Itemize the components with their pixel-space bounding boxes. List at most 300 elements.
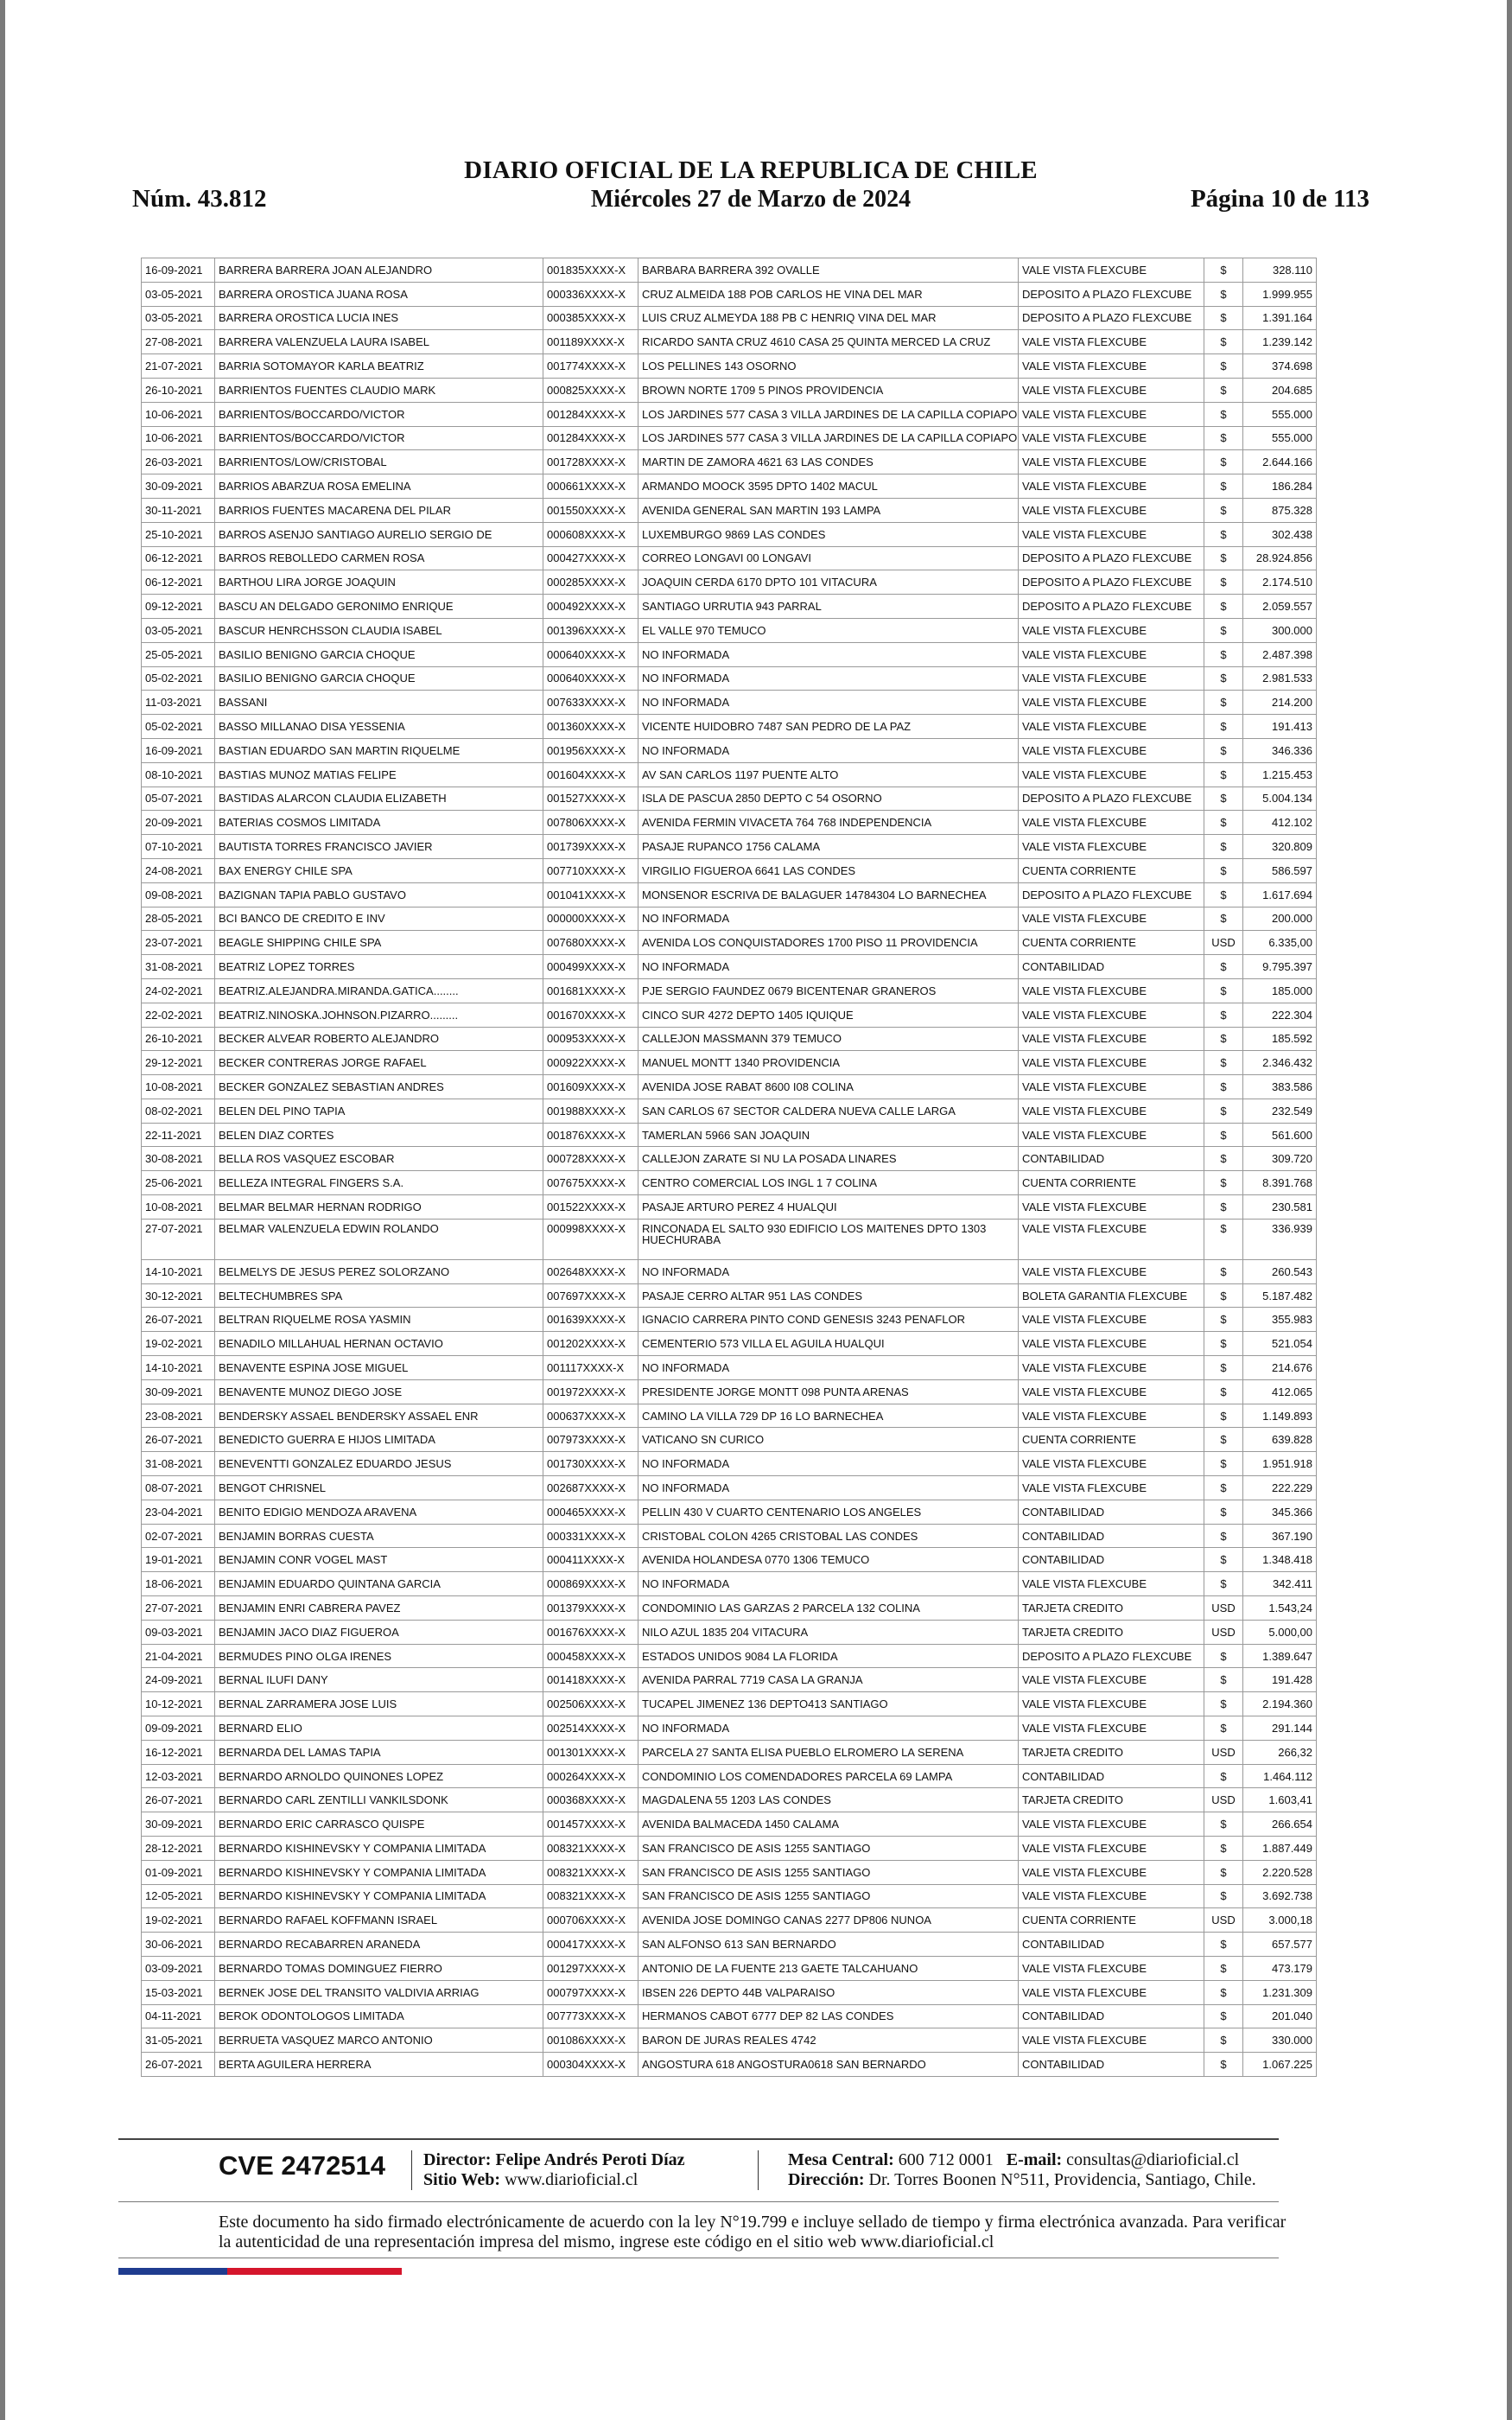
flag-stripe-blue: [118, 2268, 227, 2275]
cell-product: DEPOSITO A PLAZO FLEXCUBE: [1019, 546, 1204, 570]
cell-address: SANTIAGO URRUTIA 943 PARRAL: [638, 595, 1019, 619]
cell-name: BARROS ASENJO SANTIAGO AURELIO SERGIO DE: [215, 522, 543, 546]
table-row: [142, 1308, 1317, 1332]
table-row: [142, 1003, 1317, 1027]
cell-id: 000608XXXX-X: [543, 522, 638, 546]
cell-amount: 555.000: [1243, 426, 1317, 450]
cell-address: RICARDO SANTA CRUZ 4610 CASA 25 QUINTA MERCED LA CRUZ: [638, 330, 1019, 354]
cell-product: VALE VISTA FLEXCUBE: [1019, 1956, 1204, 1980]
cell-id: 000797XXXX-X: [543, 1980, 638, 2004]
cell-product: DEPOSITO A PLAZO FLEXCUBE: [1019, 595, 1204, 619]
cell-name: BENGOT CHRISNEL: [215, 1476, 543, 1500]
cell-id: 001739XXXX-X: [543, 835, 638, 859]
cell-currency: $: [1204, 1027, 1243, 1051]
cell-amount: 8.391.768: [1243, 1171, 1317, 1195]
cell-address: PASAJE CERRO ALTAR 951 LAS CONDES: [638, 1283, 1019, 1308]
cell-date: 08-10-2021: [142, 762, 215, 786]
cell-address: PASAJE ARTURO PEREZ 4 HUALQUI: [638, 1195, 1019, 1220]
cell-amount: 204.685: [1243, 378, 1317, 402]
cell-product: VALE VISTA FLEXCUBE: [1019, 1980, 1204, 2004]
table-row: [142, 642, 1317, 666]
cell-name: BENEDICTO GUERRA E HIJOS LIMITADA: [215, 1428, 543, 1452]
cell-currency: $: [1204, 1860, 1243, 1884]
cell-amount: 185.592: [1243, 1027, 1317, 1051]
cell-address: ANTONIO DE LA FUENTE 213 GAETE TALCAHUANO: [638, 1956, 1019, 1980]
cell-date: 28-12-2021: [142, 1837, 215, 1861]
cell-product: DEPOSITO A PLAZO FLEXCUBE: [1019, 282, 1204, 306]
cell-name: BERNARD ELIO: [215, 1716, 543, 1741]
cell-product: CUENTA CORRIENTE: [1019, 1171, 1204, 1195]
cell-name: BERNARDO ERIC CARRASCO QUISPE: [215, 1812, 543, 1837]
cell-currency: $: [1204, 1476, 1243, 1500]
cell-name: BEROK ODONTOLOGOS LIMITADA: [215, 2004, 543, 2028]
cell-address: ANGOSTURA 618 ANGOSTURA0618 SAN BERNARDO: [638, 2053, 1019, 2077]
cell-id: 008321XXXX-X: [543, 1884, 638, 1908]
table-row: [142, 1452, 1317, 1476]
cell-currency: $: [1204, 1572, 1243, 1596]
cell-id: 001360XXXX-X: [543, 715, 638, 739]
cell-name: BELLEZA INTEGRAL FINGERS S.A.: [215, 1171, 543, 1195]
table-row: [142, 1259, 1317, 1283]
cell-name: BERNARDO ARNOLDO QUINONES LOPEZ: [215, 1764, 543, 1788]
cell-product: CONTABILIDAD: [1019, 1764, 1204, 1788]
cell-amount: 657.577: [1243, 1933, 1317, 1957]
cell-product: VALE VISTA FLEXCUBE: [1019, 1884, 1204, 1908]
cell-currency: $: [1204, 1051, 1243, 1075]
cell-date: 30-09-2021: [142, 474, 215, 499]
cell-name: BELEN DIAZ CORTES: [215, 1123, 543, 1147]
table-row: [142, 978, 1317, 1003]
cell-currency: $: [1204, 1332, 1243, 1356]
table-row: [142, 2053, 1317, 2077]
cell-address: MONSENOR ESCRIVA DE BALAGUER 14784304 LO BARNECHEA: [638, 882, 1019, 907]
cell-name: BERNARDO CARL ZENTILLI VANKILSDONK: [215, 1788, 543, 1812]
cell-name: BENJAMIN BORRAS CUESTA: [215, 1524, 543, 1548]
table-row: [142, 595, 1317, 619]
cell-address: CORREO LONGAVI 00 LONGAVI: [638, 546, 1019, 570]
cell-amount: 186.284: [1243, 474, 1317, 499]
cell-product: VALE VISTA FLEXCUBE: [1019, 1219, 1204, 1259]
cell-product: VALE VISTA FLEXCUBE: [1019, 498, 1204, 522]
cell-name: BERRUETA VASQUEZ MARCO ANTONIO: [215, 2028, 543, 2053]
cell-currency: $: [1204, 835, 1243, 859]
cell-id: 000304XXXX-X: [543, 2053, 638, 2077]
cell-id: 000706XXXX-X: [543, 1908, 638, 1933]
email-label: E-mail:: [1006, 2150, 1063, 2169]
cell-date: 23-08-2021: [142, 1404, 215, 1428]
table-row: [142, 1740, 1317, 1764]
cell-product: CONTABILIDAD: [1019, 2004, 1204, 2028]
cell-currency: $: [1204, 811, 1243, 835]
cell-amount: 266.654: [1243, 1812, 1317, 1837]
cell-date: 23-04-2021: [142, 1500, 215, 1524]
cell-id: 000640XXXX-X: [543, 642, 638, 666]
address-text: Dr. Torres Boonen N°511, Providencia, Santiago, Chile.: [868, 2170, 1256, 2189]
cell-date: 24-08-2021: [142, 858, 215, 882]
cell-product: VALE VISTA FLEXCUBE: [1019, 378, 1204, 402]
cell-date: 16-09-2021: [142, 738, 215, 762]
cell-amount: 374.698: [1243, 354, 1317, 379]
cell-id: 000385XXXX-X: [543, 306, 638, 330]
cell-address: IGNACIO CARRERA PINTO COND GENESIS 3243 PENAFLOR: [638, 1308, 1019, 1332]
cell-address: NO INFORMADA: [638, 666, 1019, 691]
cell-currency: $: [1204, 570, 1243, 595]
cell-id: 002687XXXX-X: [543, 1476, 638, 1500]
cell-amount: 1.617.694: [1243, 882, 1317, 907]
cell-name: BEATRIZ LOPEZ TORRES: [215, 955, 543, 979]
cell-amount: 1.231.309: [1243, 1980, 1317, 2004]
cell-amount: 222.229: [1243, 1476, 1317, 1500]
cell-address: PRESIDENTE JORGE MONTT 098 PUNTA ARENAS: [638, 1379, 1019, 1404]
cell-date: 05-07-2021: [142, 786, 215, 811]
cell-currency: $: [1204, 498, 1243, 522]
cell-amount: 875.328: [1243, 498, 1317, 522]
table-row: [142, 835, 1317, 859]
cell-name: BERNARDO TOMAS DOMINGUEZ FIERRO: [215, 1956, 543, 1980]
cell-product: VALE VISTA FLEXCUBE: [1019, 522, 1204, 546]
cell-date: 09-09-2021: [142, 1716, 215, 1741]
cell-address: BARBARA BARRERA 392 OVALLE: [638, 258, 1019, 283]
cell-product: VALE VISTA FLEXCUBE: [1019, 330, 1204, 354]
cell-name: BELTECHUMBRES SPA: [215, 1283, 543, 1308]
cell-amount: 291.144: [1243, 1716, 1317, 1741]
cell-amount: 320.809: [1243, 835, 1317, 859]
cell-date: 01-09-2021: [142, 1860, 215, 1884]
cell-name: BELLA ROS VASQUEZ ESCOBAR: [215, 1147, 543, 1171]
cell-product: VALE VISTA FLEXCUBE: [1019, 642, 1204, 666]
table-row: [142, 738, 1317, 762]
cell-product: BOLETA GARANTIA FLEXCUBE: [1019, 1283, 1204, 1308]
cell-date: 29-12-2021: [142, 1051, 215, 1075]
cell-date: 30-06-2021: [142, 1933, 215, 1957]
cell-name: BELMELYS DE JESUS PEREZ SOLORZANO: [215, 1259, 543, 1283]
cell-name: BASTIAS MUNOZ MATIAS FELIPE: [215, 762, 543, 786]
table-row: [142, 546, 1317, 570]
cell-id: 000998XXXX-X: [543, 1219, 638, 1259]
cell-product: VALE VISTA FLEXCUBE: [1019, 1123, 1204, 1147]
cell-address: LOS PELLINES 143 OSORNO: [638, 354, 1019, 379]
cell-name: BAUTISTA TORRES FRANCISCO JAVIER: [215, 835, 543, 859]
cell-address: ISLA DE PASCUA 2850 DEPTO C 54 OSORNO: [638, 786, 1019, 811]
cell-name: BASSANI: [215, 691, 543, 715]
footer-director-block: [423, 2150, 685, 2190]
cell-name: BASCU AN DELGADO GERONIMO ENRIQUE: [215, 595, 543, 619]
cell-date: 03-05-2021: [142, 282, 215, 306]
cell-id: 002648XXXX-X: [543, 1259, 638, 1283]
cell-currency: $: [1204, 1644, 1243, 1668]
cell-product: VALE VISTA FLEXCUBE: [1019, 1716, 1204, 1741]
cell-product: VALE VISTA FLEXCUBE: [1019, 402, 1204, 426]
table-row: [142, 1596, 1317, 1621]
cell-product: VALE VISTA FLEXCUBE: [1019, 738, 1204, 762]
cell-address: SAN FRANCISCO DE ASIS 1255 SANTIAGO: [638, 1837, 1019, 1861]
cell-name: BASILIO BENIGNO GARCIA CHOQUE: [215, 666, 543, 691]
cell-date: 06-12-2021: [142, 546, 215, 570]
cell-date: 24-09-2021: [142, 1668, 215, 1692]
cell-amount: 355.983: [1243, 1308, 1317, 1332]
cell-date: 14-10-2021: [142, 1356, 215, 1380]
cell-amount: 342.411: [1243, 1572, 1317, 1596]
cell-amount: 2.194.360: [1243, 1692, 1317, 1716]
cell-address: AVENIDA JOSE DOMINGO CANAS 2277 DP806 NUNOA: [638, 1908, 1019, 1933]
cell-currency: $: [1204, 1764, 1243, 1788]
cell-currency: $: [1204, 2004, 1243, 2028]
cell-currency: $: [1204, 1147, 1243, 1171]
cell-name: BARRIENTOS FUENTES CLAUDIO MARK: [215, 378, 543, 402]
cell-name: BERTA AGUILERA HERRERA: [215, 2053, 543, 2077]
cell-currency: $: [1204, 666, 1243, 691]
table-row: [142, 1356, 1317, 1380]
cell-id: 000499XXXX-X: [543, 955, 638, 979]
cell-name: BEAGLE SHIPPING CHILE SPA: [215, 931, 543, 955]
cell-currency: $: [1204, 1524, 1243, 1548]
cell-id: 000331XXXX-X: [543, 1524, 638, 1548]
cell-product: DEPOSITO A PLAZO FLEXCUBE: [1019, 570, 1204, 595]
cell-product: VALE VISTA FLEXCUBE: [1019, 1099, 1204, 1123]
table-row: [142, 450, 1317, 474]
cell-product: VALE VISTA FLEXCUBE: [1019, 1692, 1204, 1716]
cell-address: ARMANDO MOOCK 3595 DPTO 1402 MACUL: [638, 474, 1019, 499]
cell-product: DEPOSITO A PLAZO FLEXCUBE: [1019, 786, 1204, 811]
cell-address: SAN FRANCISCO DE ASIS 1255 SANTIAGO: [638, 1884, 1019, 1908]
table-row: [142, 1195, 1317, 1220]
cell-amount: 222.304: [1243, 1003, 1317, 1027]
cell-amount: 2.981.533: [1243, 666, 1317, 691]
cell-address: MARTIN DE ZAMORA 4621 63 LAS CONDES: [638, 450, 1019, 474]
cell-address: CALLEJON ZARATE SI NU LA POSADA LINARES: [638, 1147, 1019, 1171]
cell-id: 000953XXXX-X: [543, 1027, 638, 1051]
cell-currency: $: [1204, 1548, 1243, 1572]
cell-date: 02-07-2021: [142, 1524, 215, 1548]
cell-amount: 1.348.418: [1243, 1548, 1317, 1572]
cell-amount: 2.487.398: [1243, 642, 1317, 666]
cell-date: 03-05-2021: [142, 618, 215, 642]
footer-separator: [411, 2150, 412, 2190]
cell-name: BENJAMIN ENRI CABRERA PAVEZ: [215, 1596, 543, 1621]
cell-amount: 473.179: [1243, 1956, 1317, 1980]
table-row: [142, 1572, 1317, 1596]
cell-currency: $: [1204, 1837, 1243, 1861]
table-row: [142, 715, 1317, 739]
cell-currency: $: [1204, 522, 1243, 546]
cell-address: NO INFORMADA: [638, 738, 1019, 762]
cell-product: CONTABILIDAD: [1019, 1548, 1204, 1572]
table-row: [142, 1620, 1317, 1644]
cell-currency: $: [1204, 426, 1243, 450]
cell-address: HERMANOS CABOT 6777 DEP 82 LAS CONDES: [638, 2004, 1019, 2028]
cell-id: 000285XXXX-X: [543, 570, 638, 595]
cell-address: LOS JARDINES 577 CASA 3 VILLA JARDINES DE LA CAPILLA COPIAPO: [638, 426, 1019, 450]
cell-date: 23-07-2021: [142, 931, 215, 955]
cell-id: 001604XXXX-X: [543, 762, 638, 786]
cell-address: AVENIDA BALMACEDA 1450 CALAMA: [638, 1812, 1019, 1837]
cell-id: 001284XXXX-X: [543, 426, 638, 450]
cell-currency: $: [1204, 691, 1243, 715]
cell-name: BARRERA OROSTICA JUANA ROSA: [215, 282, 543, 306]
table-row: [142, 1933, 1317, 1957]
cell-id: 001988XXXX-X: [543, 1099, 638, 1123]
cell-currency: $: [1204, 858, 1243, 882]
email-link[interactable]: consultas@diarioficial.cl: [1066, 2150, 1240, 2169]
cell-currency: $: [1204, 546, 1243, 570]
table-row: [142, 1956, 1317, 1980]
cell-product: VALE VISTA FLEXCUBE: [1019, 1003, 1204, 1027]
cell-id: 001728XXXX-X: [543, 450, 638, 474]
table-row: [142, 1764, 1317, 1788]
cell-date: 22-02-2021: [142, 1003, 215, 1027]
cell-name: BARTHOU LIRA JORGE JOAQUIN: [215, 570, 543, 595]
cell-id: 000728XXXX-X: [543, 1147, 638, 1171]
cell-address: LUIS CRUZ ALMEYDA 188 PB C HENRIQ VINA DEL MAR: [638, 306, 1019, 330]
cell-amount: 639.828: [1243, 1428, 1317, 1452]
cell-name: BAX ENERGY CHILE SPA: [215, 858, 543, 882]
cell-currency: $: [1204, 907, 1243, 931]
cell-amount: 1.603,41: [1243, 1788, 1317, 1812]
cell-amount: 9.795.397: [1243, 955, 1317, 979]
cell-name: BENJAMIN EDUARDO QUINTANA GARCIA: [215, 1572, 543, 1596]
cell-product: VALE VISTA FLEXCUBE: [1019, 835, 1204, 859]
cell-name: BENDERSKY ASSAEL BENDERSKY ASSAEL ENR: [215, 1404, 543, 1428]
cell-currency: $: [1204, 1099, 1243, 1123]
cell-id: 000922XXXX-X: [543, 1051, 638, 1075]
cell-name: BENADILO MILLAHUAL HERNAN OCTAVIO: [215, 1332, 543, 1356]
cell-amount: 191.413: [1243, 715, 1317, 739]
cell-amount: 555.000: [1243, 402, 1317, 426]
cell-name: BARRIENTOS/BOCCARDO/VICTOR: [215, 426, 543, 450]
table-row: [142, 931, 1317, 955]
cell-currency: $: [1204, 450, 1243, 474]
cell-id: 007973XXXX-X: [543, 1428, 638, 1452]
cell-name: BATERIAS COSMOS LIMITADA: [215, 811, 543, 835]
cell-amount: 336.939: [1243, 1219, 1317, 1259]
cell-id: 001670XXXX-X: [543, 1003, 638, 1027]
cell-currency: $: [1204, 1884, 1243, 1908]
cell-product: VALE VISTA FLEXCUBE: [1019, 691, 1204, 715]
cell-name: BENITO EDIGIO MENDOZA ARAVENA: [215, 1500, 543, 1524]
cell-amount: 266,32: [1243, 1740, 1317, 1764]
cell-amount: 328.110: [1243, 258, 1317, 283]
cell-id: 000661XXXX-X: [543, 474, 638, 499]
cell-address: SAN ALFONSO 613 SAN BERNARDO: [638, 1933, 1019, 1957]
cell-id: 008321XXXX-X: [543, 1860, 638, 1884]
cell-currency: USD: [1204, 1788, 1243, 1812]
cell-address: BARON DE JURAS REALES 4742: [638, 2028, 1019, 2053]
cell-currency: $: [1204, 1003, 1243, 1027]
cell-id: 000492XXXX-X: [543, 595, 638, 619]
cell-address: AVENIDA LOS CONQUISTADORES 1700 PISO 11 PROVIDENCIA: [638, 931, 1019, 955]
cell-date: 27-07-2021: [142, 1219, 215, 1259]
cell-name: BENAVENTE ESPINA JOSE MIGUEL: [215, 1356, 543, 1380]
table-row: [142, 1147, 1317, 1171]
cell-amount: 1.464.112: [1243, 1764, 1317, 1788]
cell-id: 001379XXXX-X: [543, 1596, 638, 1621]
cell-product: CONTABILIDAD: [1019, 1147, 1204, 1171]
cell-address: TUCAPEL JIMENEZ 136 DEPTO413 SANTIAGO: [638, 1692, 1019, 1716]
footer-divider-middle: [118, 2201, 1279, 2202]
cell-name: BENJAMIN CONR VOGEL MAST: [215, 1548, 543, 1572]
cell-date: 03-05-2021: [142, 306, 215, 330]
cell-name: BASCUR HENRCHSSON CLAUDIA ISABEL: [215, 618, 543, 642]
cell-date: 16-09-2021: [142, 258, 215, 283]
cell-product: CUENTA CORRIENTE: [1019, 1908, 1204, 1933]
cell-date: 24-02-2021: [142, 978, 215, 1003]
cell-date: 26-07-2021: [142, 1788, 215, 1812]
footer-contact-block: [788, 2150, 1256, 2190]
cell-product: VALE VISTA FLEXCUBE: [1019, 1476, 1204, 1500]
table-row: [142, 1027, 1317, 1051]
cell-currency: USD: [1204, 1620, 1243, 1644]
director-label: Director:: [423, 2150, 492, 2169]
cell-amount: 412.065: [1243, 1379, 1317, 1404]
cell-name: BARRERA VALENZUELA LAURA ISABEL: [215, 330, 543, 354]
cell-product: VALE VISTA FLEXCUBE: [1019, 1668, 1204, 1692]
director-name: Felipe Andrés Peroti Díaz: [495, 2150, 685, 2169]
cell-date: 07-10-2021: [142, 835, 215, 859]
website-link[interactable]: www.diarioficial.cl: [505, 2170, 638, 2189]
cell-currency: $: [1204, 1075, 1243, 1099]
cell-address: CENTRO COMERCIAL LOS INGL 1 7 COLINA: [638, 1171, 1019, 1195]
cell-id: 007633XXXX-X: [543, 691, 638, 715]
cell-name: BERMUDES PINO OLGA IRENES: [215, 1644, 543, 1668]
cell-amount: 586.597: [1243, 858, 1317, 882]
cell-id: 001835XXXX-X: [543, 258, 638, 283]
cell-currency: $: [1204, 1171, 1243, 1195]
table-row: [142, 1123, 1317, 1147]
cell-address: BROWN NORTE 1709 5 PINOS PROVIDENCIA: [638, 378, 1019, 402]
table-row: [142, 282, 1317, 306]
cell-address: CRISTOBAL COLON 4265 CRISTOBAL LAS CONDES: [638, 1524, 1019, 1548]
cell-amount: 5.000,00: [1243, 1620, 1317, 1644]
cell-address: NO INFORMADA: [638, 1356, 1019, 1380]
cell-currency: $: [1204, 1812, 1243, 1837]
cell-date: 10-08-2021: [142, 1195, 215, 1220]
cell-date: 20-09-2021: [142, 811, 215, 835]
cell-product: CONTABILIDAD: [1019, 1933, 1204, 1957]
cell-address: SAN FRANCISCO DE ASIS 1255 SANTIAGO: [638, 1860, 1019, 1884]
table-row: [142, 402, 1317, 426]
cell-name: BECKER CONTRERAS JORGE RAFAEL: [215, 1051, 543, 1075]
cell-name: BELTRAN RIQUELME ROSA YASMIN: [215, 1308, 543, 1332]
cell-id: 000000XXXX-X: [543, 907, 638, 931]
cell-address: IBSEN 226 DEPTO 44B VALPARAISO: [638, 1980, 1019, 2004]
table-row: [142, 1404, 1317, 1428]
cell-product: DEPOSITO A PLAZO FLEXCUBE: [1019, 1644, 1204, 1668]
cell-product: VALE VISTA FLEXCUBE: [1019, 618, 1204, 642]
cell-product: DEPOSITO A PLAZO FLEXCUBE: [1019, 882, 1204, 907]
cell-amount: 214.676: [1243, 1356, 1317, 1380]
cell-currency: USD: [1204, 1740, 1243, 1764]
cell-id: 001041XXXX-X: [543, 882, 638, 907]
cell-id: 000411XXXX-X: [543, 1548, 638, 1572]
table-row: [142, 258, 1317, 283]
cell-id: 001550XXXX-X: [543, 498, 638, 522]
cell-amount: 1.951.918: [1243, 1452, 1317, 1476]
cell-product: VALE VISTA FLEXCUBE: [1019, 666, 1204, 691]
table-row: [142, 1171, 1317, 1195]
table-row: [142, 1548, 1317, 1572]
table-row: [142, 570, 1317, 595]
cell-address: NO INFORMADA: [638, 1259, 1019, 1283]
cell-address: AV SAN CARLOS 1197 PUENTE ALTO: [638, 762, 1019, 786]
table-row: [142, 354, 1317, 379]
cell-id: 001956XXXX-X: [543, 738, 638, 762]
cell-date: 26-07-2021: [142, 1308, 215, 1332]
cell-id: 001396XXXX-X: [543, 618, 638, 642]
cell-product: VALE VISTA FLEXCUBE: [1019, 1860, 1204, 1884]
cell-id: 000465XXXX-X: [543, 1500, 638, 1524]
table-row: [142, 811, 1317, 835]
cell-currency: $: [1204, 258, 1243, 283]
